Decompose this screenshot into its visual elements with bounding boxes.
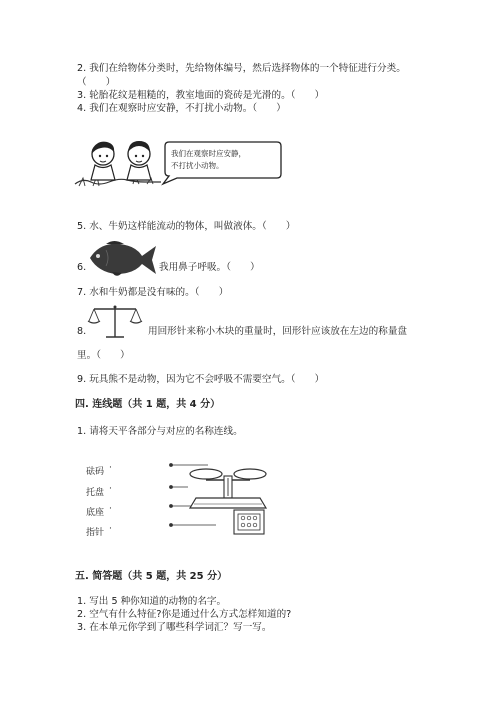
speech-bubble-text-line1: 我们在观察时应安静， [171,149,246,158]
balance-diagram [168,458,273,538]
question-4: 4. 我们在观察时应安静，不打扰小动物。（ ） [77,103,286,114]
section-4-question-1: 1. 请将天平各部分与对应的名称连线。 [77,426,243,437]
question-5: 5. 水、牛奶这样能流动的物体，叫做液体。（ ） [77,221,296,232]
question-7: 7. 水和牛奶都是没有味的。（ ） [77,287,229,298]
label-pointer-dot[interactable]: · [109,524,112,534]
children-observing-illustration [73,132,283,194]
label-base-dot[interactable]: · [109,504,112,514]
question-8-line2: 里。（ ） [77,350,130,361]
label-tray-dot[interactable]: · [109,484,112,494]
question-3: 3. 轮胎花纹是粗糙的，教室地面的瓷砖是光滑的。（ ） [77,90,325,101]
section-5-item-3: 3. 在本单元你学到了哪些科学词汇？写一写。 [77,622,272,633]
section-5-item-2: 2. 空气有什么特征?你是通过什么方式怎样知道的? [77,609,292,620]
question-8-number: 8. [77,326,87,337]
label-weight-dot[interactable]: · [109,463,112,473]
label-weight: 砝码 [86,467,105,477]
question-2-answer-bracket[interactable]: （ ） [77,77,116,88]
label-base: 底座 [86,508,105,518]
question-6-number: 6. [77,262,87,273]
section-5-item-1: 1. 写出 5 种你知道的动物的名字。 [77,596,227,607]
question-2-line1: 2. 我们在给物体分类时，先给物体编号，然后选择物体的一个特征进行分类。 [77,63,406,74]
balance-scale-sketch [86,303,144,341]
speech-bubble-text-line2: 不打扰小动物。 [171,161,224,170]
question-8-text: 用回形针来称小木块的重量时，回形针应该放在左边的称量盘 [148,326,408,337]
section-5-heading: 五. 简答题（共 5 题，共 25 分） [75,571,228,582]
question-6-text: 我用鼻子呼吸。（ ） [159,262,260,273]
section-4-heading: 四. 连线题（共 1 题，共 4 分） [75,399,221,410]
question-9: 9. 玩具熊不是动物，因为它不会呼吸不需要空气。（ ） [77,374,325,385]
label-tray: 托盘 [86,488,105,498]
label-pointer: 指针 [86,528,105,538]
goldfish-image [86,238,158,280]
